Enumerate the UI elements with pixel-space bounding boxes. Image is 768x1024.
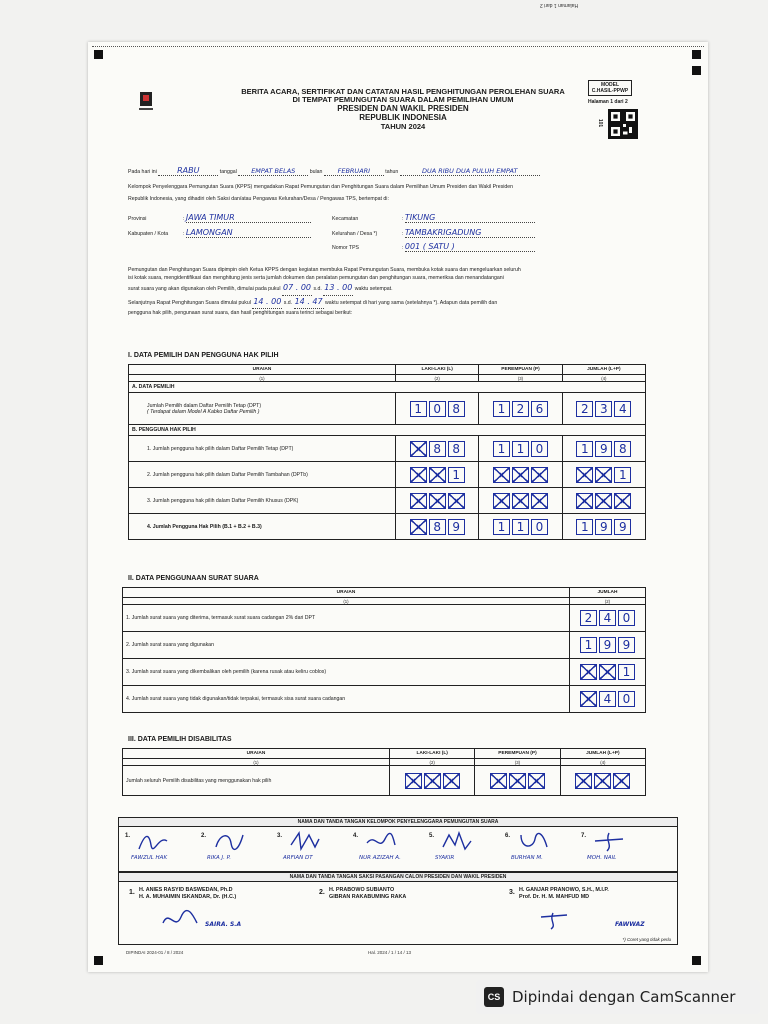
crossed-digit-box bbox=[410, 467, 427, 483]
qr-code-icon bbox=[608, 109, 638, 139]
footer-mid: Hal. 2024 / 1 / 14 / 13 bbox=[368, 950, 412, 955]
crossed-digit-box bbox=[576, 493, 593, 509]
tahun-value: DUA RIBU DUA PULUH EMPAT bbox=[400, 167, 540, 176]
digit-box: 6 bbox=[531, 401, 548, 417]
crossed-digit-box bbox=[410, 519, 427, 535]
digit-box: 1 bbox=[576, 441, 593, 457]
digit-box: 1 bbox=[512, 519, 529, 535]
kpps-signature: 2. RIKA J. P. bbox=[201, 833, 206, 839]
crossed-digit-box bbox=[594, 773, 611, 789]
saksi-signatures bbox=[118, 882, 678, 945]
digit-boxes bbox=[482, 467, 558, 483]
digit-boxes bbox=[393, 773, 471, 789]
crossed-digit-box bbox=[424, 773, 441, 789]
digit-box: 9 bbox=[448, 519, 465, 535]
digit-boxes bbox=[573, 664, 642, 680]
corner-marker bbox=[692, 956, 701, 965]
kecamatan-value: TIKUNG bbox=[405, 213, 535, 223]
crossed-digit-box bbox=[493, 467, 510, 483]
crossed-digit-box bbox=[531, 467, 548, 483]
kpps-signature: 1. FAWZUL HAK bbox=[125, 833, 168, 861]
intro-text: Kelompok Penyelenggara Pemungutan Suara (KPPS) mengadakan Rapat Pemungutan dan Penghitungan Suara dalam Pemilihan Umum Presiden dan Wakil Presiden bbox=[128, 184, 514, 190]
crossed-digit-box bbox=[595, 493, 612, 509]
crossed-digit-box bbox=[448, 493, 465, 509]
footer-left: DIPINDAI 2024-01 / 8 / 2024 bbox=[126, 950, 184, 955]
crossed-digit-box bbox=[490, 773, 507, 789]
signature-scrawl-icon bbox=[213, 831, 245, 853]
signature-scrawl-icon bbox=[441, 831, 473, 853]
crossed-digit-box bbox=[580, 664, 597, 680]
signature-scrawl-icon bbox=[137, 831, 169, 853]
digit-box: 0 bbox=[531, 519, 548, 535]
digit-boxes bbox=[399, 519, 475, 535]
date-line: Pada hari ini RABU tanggal EMPAT BELAS bulan FEBRUARI tahun DUA RIBU DUA PULUH EMPAT bbox=[128, 166, 540, 176]
digit-boxes bbox=[566, 401, 642, 417]
crossed-digit-box bbox=[429, 467, 446, 483]
section-3-title: III. DATA PEMILIH DISABILITAS bbox=[128, 736, 232, 743]
digit-boxes bbox=[399, 467, 475, 483]
corner-marker bbox=[692, 66, 701, 75]
tps-value: 001 ( SATU ) bbox=[405, 242, 535, 252]
kpps-signature: 3. ARFIAN DT bbox=[277, 833, 282, 839]
crossed-digit-box bbox=[575, 773, 592, 789]
crossed-digit-box bbox=[509, 773, 526, 789]
kpps-signature: 4. NUR AZIZAH A. bbox=[353, 833, 401, 861]
digit-boxes bbox=[566, 493, 642, 509]
digit-box: 2 bbox=[580, 610, 597, 626]
digit-box: 9 bbox=[595, 519, 612, 535]
digit-box: 1 bbox=[618, 664, 635, 680]
digit-box: 1 bbox=[410, 401, 427, 417]
signature-scrawl-icon bbox=[289, 831, 321, 853]
crossed-digit-box bbox=[614, 493, 631, 509]
hari-value: RABU bbox=[158, 166, 218, 176]
digit-boxes bbox=[573, 691, 642, 707]
crossed-digit-box bbox=[531, 493, 548, 509]
digit-box: 0 bbox=[618, 691, 635, 707]
digit-boxes bbox=[482, 401, 558, 417]
table-section-3: URAIAN LAKI-LAKI (L) PEREMPUAN (P) JUMLAH (L+P) (1) (2) (3) (4) Jumlah seluruh Pemilih disabilitas yang menggunakan hak pilih bbox=[122, 748, 646, 796]
digit-box: 1 bbox=[580, 637, 597, 653]
digit-box: 4 bbox=[599, 610, 616, 626]
digit-box: 1 bbox=[512, 441, 529, 457]
table-section-1: URAIAN LAKI-LAKI (L) PEREMPUAN (P) JUMLAH (L+P) (1) (2) (3) (4) A. DATA PEMILIH Jumlah Pemilih dalam Daftar Pemilih Tetap (DPT) ( Terdapat dalam Model A Kabko Daftar Pemilih ) 1 0 8 1 2 6 2 3 4 B. PENGGUNA HAK PILIH 1. Jumlah pengguna hak pilih dalam Daftar Pemilih Tetap (DPT) 8 8 1 1 0 1 9 8 2. Jumlah pengguna hak pilih dalam Daftar Pemilih Tambahan (DPTb) 1 1 3. Jumlah pengguna hak pilih dalam Daftar Pemilih Khusus (DPK) 4. Jumlah Pengguna Hak Pilih (B.1 + B.2 + B.3) 8 9 1 1 0 1 9 9 bbox=[128, 364, 646, 540]
digit-box: 8 bbox=[614, 441, 631, 457]
form-title: BERITA ACARA, SERTIFIKAT DAN CATATAN HASIL PENGHITUNGAN PEROLEHAN SUARA DI TEMPAT PEMUNGUTAN SUARA DALAM PEMILIHAN UMUM PRESIDEN DAN WAKIL PRESIDEN REPUBLIK INDONESIA TAHUN 2024 bbox=[241, 87, 565, 131]
model-box: MODEL C.HASIL-PPWP bbox=[588, 80, 632, 96]
digit-box: 1 bbox=[493, 401, 510, 417]
digit-box: 1 bbox=[614, 467, 631, 483]
section-1-title: I. DATA PEMILIH DAN PENGGUNA HAK PILIH bbox=[128, 352, 279, 359]
crossed-digit-box bbox=[599, 664, 616, 680]
signature-area bbox=[118, 817, 678, 945]
kpps-signatures bbox=[118, 827, 678, 872]
qr-number: 101 bbox=[597, 118, 604, 128]
kpps-signature-title: NAMA DAN TANDA TANGAN KELOMPOK PENYELENGGARA PEMUNGUTAN SUARA bbox=[118, 817, 678, 827]
crossed-digit-box bbox=[576, 467, 593, 483]
digit-boxes bbox=[399, 493, 475, 509]
provinsi-value: JAWA TIMUR bbox=[186, 213, 311, 223]
digit-box: 1 bbox=[493, 519, 510, 535]
saksi-entry: 3. H. GANJAR PRANOWO, S.H., M.I.P. Prof. Dr. H. M. MAHFUD MD FAWWAZ bbox=[519, 887, 609, 901]
digit-box: 1 bbox=[493, 441, 510, 457]
digit-box: 1 bbox=[448, 467, 465, 483]
corner-marker bbox=[94, 956, 103, 965]
kelurahan-row: Kelurahan / Desa *) : TAMBAKRIGADUNG bbox=[332, 228, 535, 238]
crossed-digit-box bbox=[493, 493, 510, 509]
section-2-title: II. DATA PENGGUNAAN SURAT SUARA bbox=[128, 575, 259, 582]
crossed-digit-box bbox=[613, 773, 630, 789]
digit-box: 0 bbox=[618, 610, 635, 626]
digit-boxes bbox=[566, 441, 642, 457]
crossed-digit-box bbox=[580, 691, 597, 707]
crossed-digit-box bbox=[443, 773, 460, 789]
time-count-end: 14 . 47 bbox=[294, 296, 324, 309]
top-print-text: Halaman 1 dari 2 bbox=[540, 2, 579, 8]
camscanner-watermark bbox=[476, 980, 760, 1014]
digit-box: 1 bbox=[576, 519, 593, 535]
crossed-digit-box bbox=[429, 493, 446, 509]
form-sheet bbox=[88, 42, 708, 972]
digit-box: 3 bbox=[595, 401, 612, 417]
digit-box: 8 bbox=[448, 401, 465, 417]
time-start-end: 13 . 00 bbox=[323, 282, 353, 295]
kpps-signature: 5. SYAKIR bbox=[429, 833, 434, 839]
digit-boxes bbox=[399, 401, 475, 417]
kpps-signature: 7. MOH. NAIL bbox=[581, 833, 586, 839]
digit-boxes bbox=[573, 637, 642, 653]
digit-boxes bbox=[482, 441, 558, 457]
digit-box: 9 bbox=[614, 519, 631, 535]
time-start: 07 . 00 bbox=[282, 282, 312, 295]
crossed-digit-box bbox=[410, 441, 427, 457]
tps-row: Nomor TPS : 001 ( SATU ) bbox=[332, 242, 535, 252]
digit-boxes bbox=[573, 610, 642, 626]
bulan-value: FEBRUARI bbox=[324, 167, 384, 176]
signature-scrawl-icon bbox=[517, 831, 549, 853]
digit-box: 9 bbox=[618, 637, 635, 653]
digit-boxes bbox=[482, 493, 558, 509]
digit-boxes bbox=[399, 441, 475, 457]
page-indicator: Halaman 1 dari 2 bbox=[588, 99, 628, 105]
digit-box: 8 bbox=[429, 519, 446, 535]
kpps-signature: 6. BURHAN M. bbox=[505, 833, 510, 839]
kabupaten-row: Kabupaten / Kota : LAMONGAN bbox=[128, 228, 311, 238]
crossed-digit-box bbox=[528, 773, 545, 789]
signature-scrawl-icon bbox=[593, 831, 625, 853]
intro-text: Republik Indonesia, yang dihadiri oleh Saksi dan/atau Pengawas Kelurahan/Desa / Pengawas TPS, bertempat di: bbox=[128, 196, 389, 202]
digit-boxes bbox=[566, 519, 642, 535]
camscanner-text: Dipindai dengan CamScanner bbox=[512, 988, 736, 1006]
corner-marker bbox=[94, 50, 103, 59]
coret-note: *) Coret yang tidak perlu bbox=[622, 937, 671, 942]
procedure-text: Pemungutan dan Penghitungan Suara dipimpin oleh Ketua KPPS dengan kegiatan membuka Rapat Pemungutan Suara, membuka kotak suara dan mengeluarkan seluruh isi kotak suara, mengidentifikasi dan menghitung jenis serta jumlah dokumen dan peralatan pemungutan dan penghitungan suara, memeriksa dan menandatangani surat suara yang akan digunakan oleh Pemilih, dimulai pada pukul 07 . 00 s.d. 13 . 00 waktu setempat. Selanjutnya Rapat Penghitungan Suara dimulai pukul 14 . 00 s.d. 14 . 47 waktu setempat di hari yang sama (setelahnya *). Adapun data pemilih dan pengguna hak pilih, pengunaan surat suara, dan hasil penghitungan suara terinci sebagai berikut: bbox=[128, 267, 521, 316]
corner-marker bbox=[692, 50, 701, 59]
table-section-2: URAIAN JUMLAH (1) (2) 1. Jumlah surat suara yang diterima, termasuk surat suara cadangan 2% dari DPT 2 4 0 2. Jumlah surat suara yang digunakan 1 9 9 3. Jumlah surat suara yang dikembalikan oleh pemilih (karena rusak atau keliru coblos) 1 4. Jumlah surat suara yang tidak digunakan/tidak terpakai, termasuk sisa surat suara cadangan 4 0 bbox=[122, 587, 646, 713]
digit-box: 8 bbox=[448, 441, 465, 457]
digit-box: 0 bbox=[531, 441, 548, 457]
digit-boxes bbox=[564, 773, 642, 789]
crossed-digit-box bbox=[410, 493, 427, 509]
saksi-entry: 1. H. ANIES RASYID BASWEDAN, Ph.D H. A. MUHAIMIN ISKANDAR, Dr. (H.C.) SAIRA. S.A bbox=[139, 887, 236, 901]
digit-box: 4 bbox=[599, 691, 616, 707]
digit-boxes bbox=[478, 773, 556, 789]
signature-scrawl-icon bbox=[365, 831, 397, 853]
saksi-entry: 2. H. PRABOWO SUBIANTO GIBRAN RAKABUMING RAKA bbox=[319, 887, 407, 901]
crossed-digit-box bbox=[405, 773, 422, 789]
provinsi-row: Provinsi : JAWA TIMUR bbox=[128, 213, 311, 223]
digit-boxes bbox=[566, 467, 642, 483]
crossed-digit-box bbox=[595, 467, 612, 483]
saksi-signature-title: NAMA DAN TANDA TANGAN SAKSI PASANGAN CALON PRESIDEN DAN WAKIL PRESIDEN bbox=[118, 872, 678, 882]
signature-scrawl-icon bbox=[539, 909, 569, 931]
digit-box: 9 bbox=[595, 441, 612, 457]
kelurahan-value: TAMBAKRIGADUNG bbox=[405, 228, 535, 238]
digit-boxes bbox=[482, 519, 558, 535]
time-count: 14 . 00 bbox=[252, 296, 282, 309]
digit-box: 0 bbox=[429, 401, 446, 417]
kecamatan-row: Kecamatan : TIKUNG bbox=[332, 213, 535, 223]
crossed-digit-box bbox=[512, 493, 529, 509]
digit-box: 4 bbox=[614, 401, 631, 417]
crossed-digit-box bbox=[512, 467, 529, 483]
digit-box: 2 bbox=[576, 401, 593, 417]
digit-box: 9 bbox=[599, 637, 616, 653]
digit-box: 2 bbox=[512, 401, 529, 417]
signature-scrawl-icon bbox=[159, 909, 199, 931]
kabupaten-value: LAMONGAN bbox=[186, 228, 311, 238]
camscanner-logo-icon: CS bbox=[484, 987, 504, 1007]
tanggal-value: EMPAT BELAS bbox=[238, 167, 308, 176]
digit-box: 8 bbox=[429, 441, 446, 457]
kpu-logo-icon bbox=[136, 90, 156, 114]
